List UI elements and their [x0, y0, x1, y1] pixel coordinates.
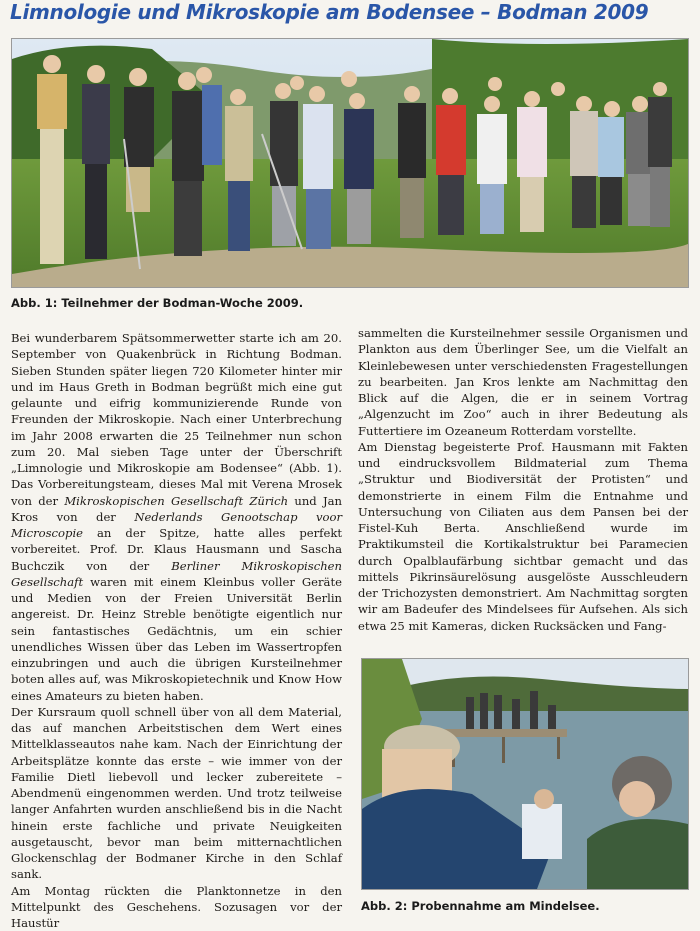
article-left-column [11, 330, 342, 931]
group-photo [11, 38, 689, 288]
right-paragraph-1: sammelten die Kursteilnehmer sessile Organismen und Plankton aus dem Überlinger See, um die Vielfalt an Kleinlebewesen unter verschiedensten Fragestellungen zu bearbeiten. Jan Kros lenkte am Nachmittag den Blick auf die Algen, die er in seinem Vortrag „Algenzucht im Zoo“ auch in ihrer Bedeutung als Futtertiere im Ozeaneum Rotterdam vorstellte. [358, 325, 688, 439]
left-paragraph-2: Der Kursraum quoll schnell über von all dem Material, das auf manchen Arbeitstischen dem Wert eines Mittelklasseautos nahe kam. Nach der Einrichtung der Arbeitsplätze konnte das erste – wie immer von der Familie Dietl liebevoll und lecker zubereitete – Abendmenü eingenommen werden. Und trotz teilweise langer Anfahrten wurden anschließend bis in die Nacht hinein erste fachliche und private Neuigkeiten ausgetauscht, bevor man beim mitternachtlichen Glockenschlag der Bodmaner Kirche in den Schlaf sank. [11, 704, 342, 883]
left-paragraph-3: Am Montag rückten die Planktonnetze in den Mittelpunkt des Geschehens. Sozusagen vor der Haustür [11, 883, 342, 931]
page-title: Limnologie und Mikroskopie am Bodensee – Bodman 2009 [10, 0, 690, 26]
figure2-caption: Abb. 2: Probennahme am Mindelsee. [361, 899, 600, 913]
right-paragraph-2: Am Dienstag begeisterte Prof. Hausmann mit Fakten und eindrucksvollem Bildmaterial zum Thema „Struktur und Biodiversität der Protisten“ und demonstrierte in einem Film die Entnahme und Untersuchung von Ciliaten aus dem Pansen bei der Fistel-Kuh Berta. Anschließend wurde im Praktikumsteil die Kortikalstruktur bei Paramecien durch Opalblaufärbung sichtbar gemacht und das mittels Pikrinsäurelösung ausgelöste Ausschleudern der Trichozysten demonstriert. Am Nachmittag sorgten wir am Badeufer des Mindelsees für Aufsehen. Als sich etwa 25 mit Kameras, dicken Rucksäcken und Fang- [358, 439, 688, 634]
article-right-column [358, 325, 688, 634]
figure1-caption: Abb. 1: Teilnehmer der Bodman-Woche 2009. [11, 296, 303, 310]
left-paragraph-1: Bei wunderbarem Spätsommerwetter starte ich am 20. September von Quakenbrück in Richtung Bodman. Sieben Stunden später liegen 720 Kilometer hinter mir und im Haus Greth in Bodman begrüßt mich eine gut gelaunte und eifrig kommunizierende Runde von Freunden der Mikroskopie. Nach einer Unterbrechung im Jahr 2008 erwarten die 25 Teilnehmer nun schon zum 20. Mal sieben Tage unter der Überschrift „Limnologie und Mikroskopie am Bodensee“ (Abb. 1). Das Vorbereitungsteam, dieses Mal mit Verena Mrosek von der Mikroskopischen Gesellschaft Zürich und Jan Kros von der Nederlands Genootschap voor Microscopie an der Spitze, hatte alles perfekt vorbereitet. Prof. Dr. Klaus Hausmann und Sascha Buchczik von der Berliner Mikroskopischen Gesellschaft waren mit einem Kleinbus voller Geräte und Medien von der Freien Universität Berlin angereist. Dr. Heinz Streble benötigte eigentlich nur sein fantastisches Gedächtnis, um ein schier unendliches Wissen über das Leben im Wassertropfen einzubringen und auch die übrigen Kursteilnehmer boten alles auf, was Mikroskopietechnik und Know How eines Amateurs zu bieten haben. [11, 330, 342, 704]
lake-sampling-photo [361, 658, 689, 890]
